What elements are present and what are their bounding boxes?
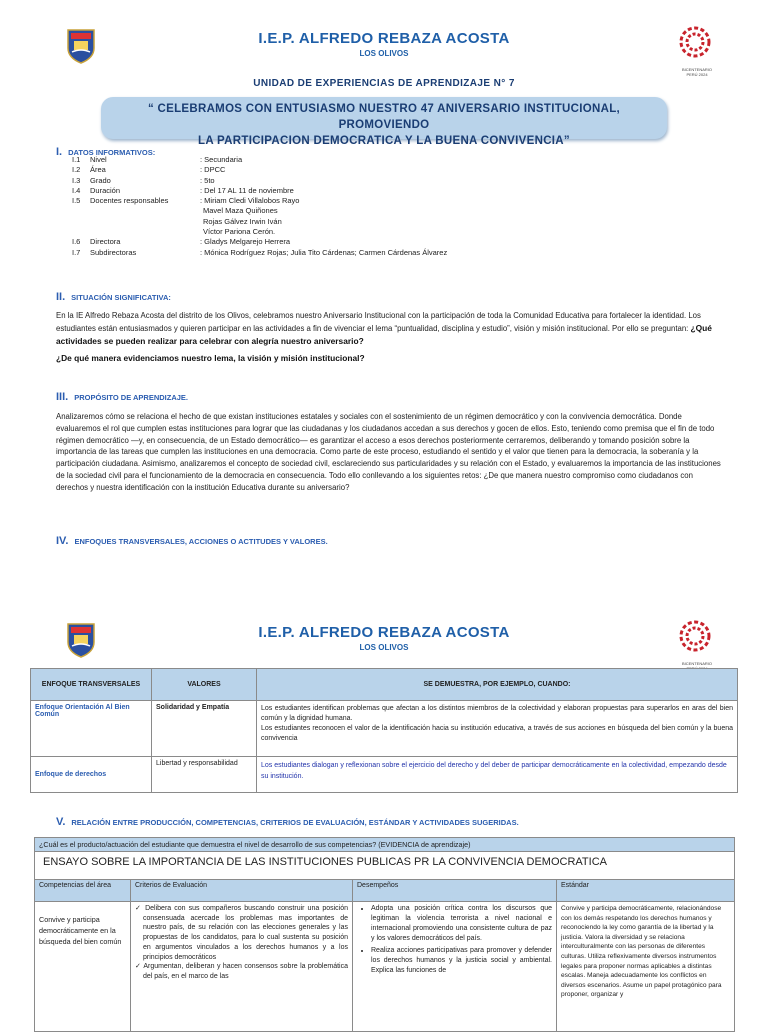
list-item: • Realiza acciones participativas para promover y defender los derechos humanos y la justicia social y ambiental. Explica las funciones de [371,946,552,976]
section-number: II. [56,291,66,303]
table-row [35,838,735,852]
evidence-product: ENSAYO SOBRE LA IMPORTANCIA DE LAS INSTITUCIONES PUBLICAS PR LA CONVIVENCIA DEMOCRATICA [35,852,735,880]
school-title-page2: I.E.P. ALFREDO REBAZA ACOSTA [258,624,510,641]
bicentenario-text-2: PERÚ 2024 [686,72,708,77]
unit-title: UNIDAD DE EXPERIENCIAS DE APRENDIZAJE N° 7 [253,78,515,89]
school-logo-left-page2 [66,622,96,663]
cell-desempenos [353,902,557,1032]
cell-estandar: Convive y participa democráticamente, relacionándose con los demás respetando los derechos humanos y reconociendo la ley como garantía de la libertad y la justicia. Valora la diversidad y se relaciona interculturalmente con las personas de diferentes culturas. Utiliza reflexivamente diversos instrumentos legales para proponer normas aplicables a distintas escalas. Maneja adecuadamente los conflictos en diversos escenarios. Asume un papel protagónico para proponer, organizar y [557,902,735,1032]
cell-demuestra: Los estudiantes dialogan y reflexionan sobre el ejercicio del derecho y del deber de participar democráticamente en la colectividad, empezando desde su institución. [257,757,738,793]
section-title: PROPÓSITO DE APRENDIZAJE. [74,393,189,402]
section-title: SITUACIÓN SIGNIFICATIVA: [71,293,171,302]
section-title: DATOS INFORMATIVOS: [68,148,156,157]
section-title: RELACIÓN ENTRE PRODUCCIÓN, COMPETENCIAS, CRITERIOS DE EVALUACIÓN, ESTÁNDAR Y ACTIVIDADES SUGERIDAS. [71,818,519,827]
bicentenario-logo-page2 [675,616,719,671]
evidence-question: ¿Cuál es el producto/actuación del estudiante que demuestra el nivel de desarrollo de sus competencias? (EVIDENCIA de aprendizaje) [35,838,735,852]
cell-criterios [131,902,353,1032]
info-row: I.2 Área : DPCC [72,165,226,175]
section-situacion-heading [56,287,171,305]
section-proposito-heading [56,387,188,405]
table-row [35,902,735,1032]
situacion-question-1: ¿Qué actividades se pueden realizar para celebrar con alegría nuestro aniversario? [56,322,712,346]
school-district: LOS OLIVOS [359,49,409,58]
table-header-row [31,669,738,701]
bicentenario-text-1: BICENTENARIO [681,661,712,666]
cell-demuestra: Los estudiantes identifican problemas que afectan a los distintos miembros de la colectividad y elaboran propuestas para superarlos en aras del bien común y la dignidad humana. Los estudiantes reconocen el valor de la identificación hacia su institución educativa, a través de sus acciones en búsqueda del bien común y la buena convivencia [257,701,738,757]
col-header-desempenos: Desempeños [353,880,557,902]
desempenos-list [357,904,552,976]
info-row: I.5 Docentes responsables : Miriam Cledi Villalobos Rayo [72,196,300,206]
list-item: ✓ Argumentan, deliberan y hacen consensos sobre la problemática del país, en el marco de las [135,963,348,980]
section-number: V. [56,816,66,828]
info-row: I.4 Duración : Del 17 AL 11 de noviembre [72,185,294,195]
section-title: ENFOQUES TRANSVERSALES, ACCIONES O ACTITUDES Y VALORES. [74,537,328,546]
col-header-enfoque: ENFOQUE TRANSVERSALES [31,669,152,701]
bicentenario-text-1: BICENTENARIO [681,67,712,72]
enfoques-table [30,668,738,793]
situacion-text: En la IE Alfredo Rebaza Acosta del distrito de los Olivos, celebramos nuestro Aniversario Institucional con la participación de toda la Comunidad Educativa para fortalecer la identidad. Los estudiantes están entusiasmados y quieren participar en las actividades a fin de vivenciar el lema “puntualidad, disciplina y estudio”, visión y misión institucional. Por ello se preguntan: [56,311,701,333]
info-list [72,155,632,258]
cell-competencia: Convive y participa democráticamente en la búsqueda del bien común [35,902,131,1032]
table-row [31,757,738,793]
section-enfoques-heading [56,531,328,549]
info-row: I.3 Grado : 5to [72,175,215,185]
cell-valores: Libertad y responsabilidad [152,757,257,793]
section-number: IV. [56,535,69,547]
cell-valores: Solidaridad y Empatía [152,701,257,757]
list-item: • Adopta una posición crítica contra los discursos que legitiman la violencia terrorista a nivel nacional e internacional promoviendo una consistente cultura de paz y los valores democráticos del país. [371,904,552,944]
col-header-estandar: Estándar [557,880,735,902]
info-row: Mavel Maza Quiñones [203,206,278,216]
bicentenario-logo [675,22,719,77]
col-header-demuestra: SE DEMUESTRA, POR EJEMPLO, CUANDO: [257,669,738,701]
banner-line-1: “ CELEBRAMOS CON ENTUSIASMO NUESTRO 47 ANIVERSARIO INSTITUCIONAL, PROMOVIENDO [147,103,621,131]
cell-enfoque: Enfoque de derechos [31,757,152,793]
school-title: I.E.P. ALFREDO REBAZA ACOSTA [258,30,510,47]
cell-enfoque: Enfoque Orientación Al Bien Común [31,701,152,757]
situacion-paragraph [56,310,728,347]
school-logo-left [66,28,96,69]
school-district-page2: LOS OLIVOS [359,643,409,652]
col-header-criterios: Criterios de Evaluación [131,880,353,902]
section-relacion-heading [56,812,519,830]
proposito-paragraph: Analizaremos cómo se relaciona el hecho de que existan instituciones estatales y sociales con el sostenimiento de un régimen democrático y con la convivencia democrática. Donde evaluaremos el rol que cumplen estas instituciones para lograr que las ciudadanas y los ciudadanos accedan a sus derechos y gocen de ellos. Esto, teniendo como premisa que el fin de todo régimen democrático —y, en consecuencia, de un Estado democrático— es garantizar el acceso a esos derechos posteriormente cerraremos, deliberando y tomando posición sobre la importancia de las tareas que cumplen las instituciones en una democracia. Como parte de este proceso, estudiando el sentido y el valor que tienen para la democracia, la soberanía y la participación ciudadana. Asimismo, analizaremos el concepto de sociedad civil, esclareciendo sus particularidades y su relación con el Estado, y evaluaremos la importancia de las instituciones de la sociedad civil para el funcionamiento de la democracia en consecuencia. Todo ello conllevando a los siguientes retos: ¿De que manera nuestro compromiso como ciudadanos con derechos y nuestra identificación con la institución Educativa durante su aniversario? [56,412,721,492]
table-row [35,852,735,880]
banner-line-2: LA PARTICIPACION DEMOCRATICA Y LA BUENA CONVIVENCIA” [198,135,570,147]
table-row [31,701,738,757]
table-header-row [35,880,735,902]
info-row: I.6 Directora : Gladys Melgarejo Herrera [72,237,291,247]
info-row: I.7 Subdirectoras : Mónica Rodríguez Rojas; Julia Tito Cárdenas; Carmen Cárdenas Álvarez [72,247,448,257]
unit-banner [101,97,667,147]
info-row: Víctor Pariona Cerón. [203,227,276,237]
section-number: I. [56,146,63,158]
info-row: Rojas Gálvez Irwin Iván [203,216,282,226]
section-number: III. [56,391,69,403]
info-row: I.1 Nivel : Secundaria [72,155,243,164]
produccion-table [34,837,735,1032]
col-header-valores: VALORES [152,669,257,701]
criterios-list [135,904,348,982]
col-header-competencias: Competencias del área [35,880,131,902]
list-item: ✓ Delibera con sus compañeros buscando construir una posición consensuada acercade los problemas mas importantes de nuestro país, de su relación con las elecciones generales y las propuestas de los candidatos, para lo cual sustenta su posición en argumentos vinculados a los derechos humanos y a los principios democráticos [135,905,348,961]
situacion-question-2: ¿De qué manera evidenciamos nuestro lema, la visión y misión institucional? [56,353,365,363]
